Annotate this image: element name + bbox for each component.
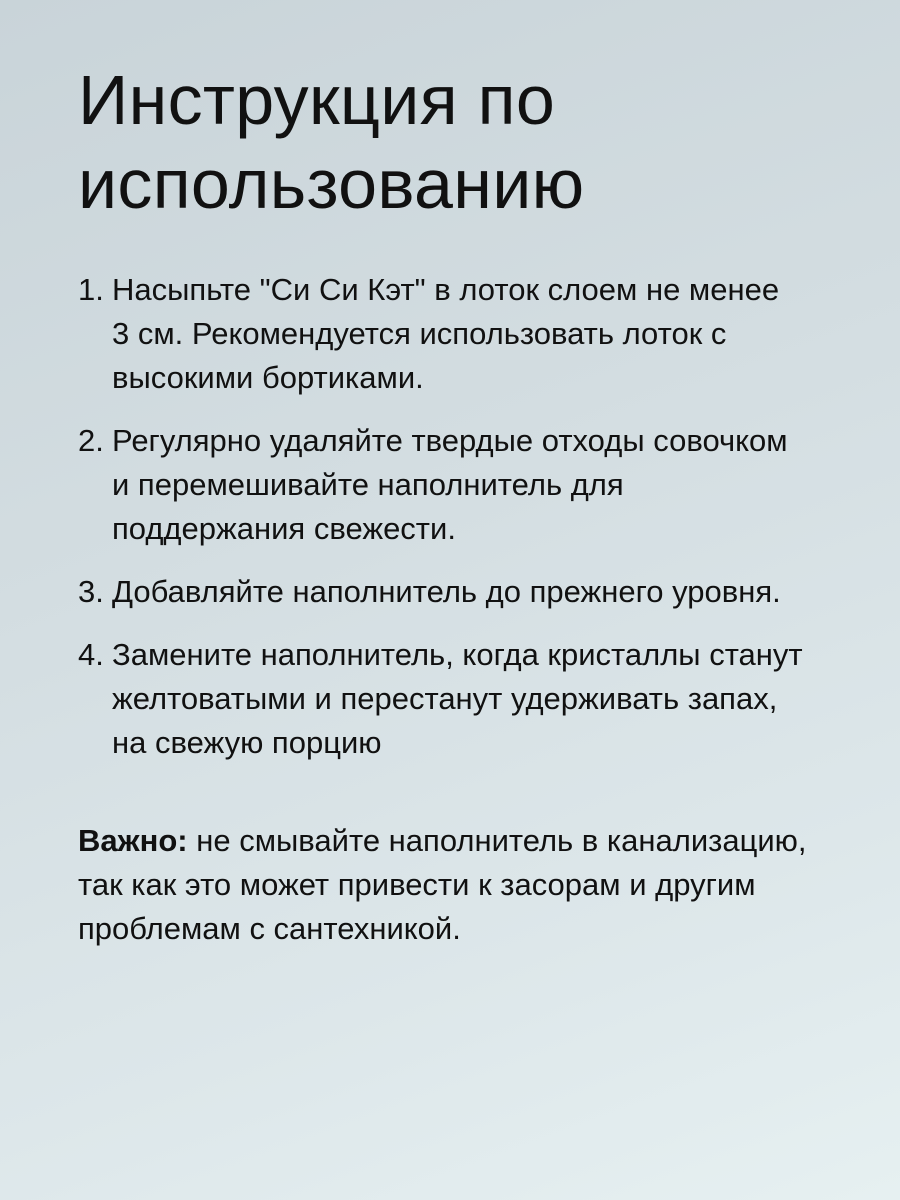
step-number: 1.	[78, 272, 104, 307]
important-note-text: не смывайте наполнитель в канализацию, так как это может привести к засорам и другим проблемам с сантехникой.	[78, 823, 807, 946]
page-title: Инструкция по использованию	[78, 61, 585, 223]
step-number: 3.	[78, 574, 104, 609]
step-text: Замените наполнитель, когда кристаллы станут желтоватыми и перестанут удерживать запах, на свежую порцию	[112, 637, 803, 760]
step-text: Регулярно удаляйте твердые отходы совочком и перемешивайте наполнитель для поддержания свежести.	[112, 423, 788, 546]
important-note-label: Важно:	[78, 823, 188, 858]
step-text: Насыпьте "Си Си Кэт" в лоток слоем не менее 3 см. Рекомендуется использовать лоток с высокими бортиками.	[112, 272, 780, 395]
step-text: Добавляйте наполнитель до прежнего уровня.	[112, 574, 781, 609]
step-item	[78, 268, 824, 400]
important-note	[78, 819, 824, 951]
step-item	[78, 633, 824, 765]
instruction-steps	[78, 268, 824, 765]
step-item	[78, 570, 824, 614]
step-item	[78, 419, 824, 551]
step-number: 2.	[78, 423, 104, 458]
step-number: 4.	[78, 637, 104, 672]
